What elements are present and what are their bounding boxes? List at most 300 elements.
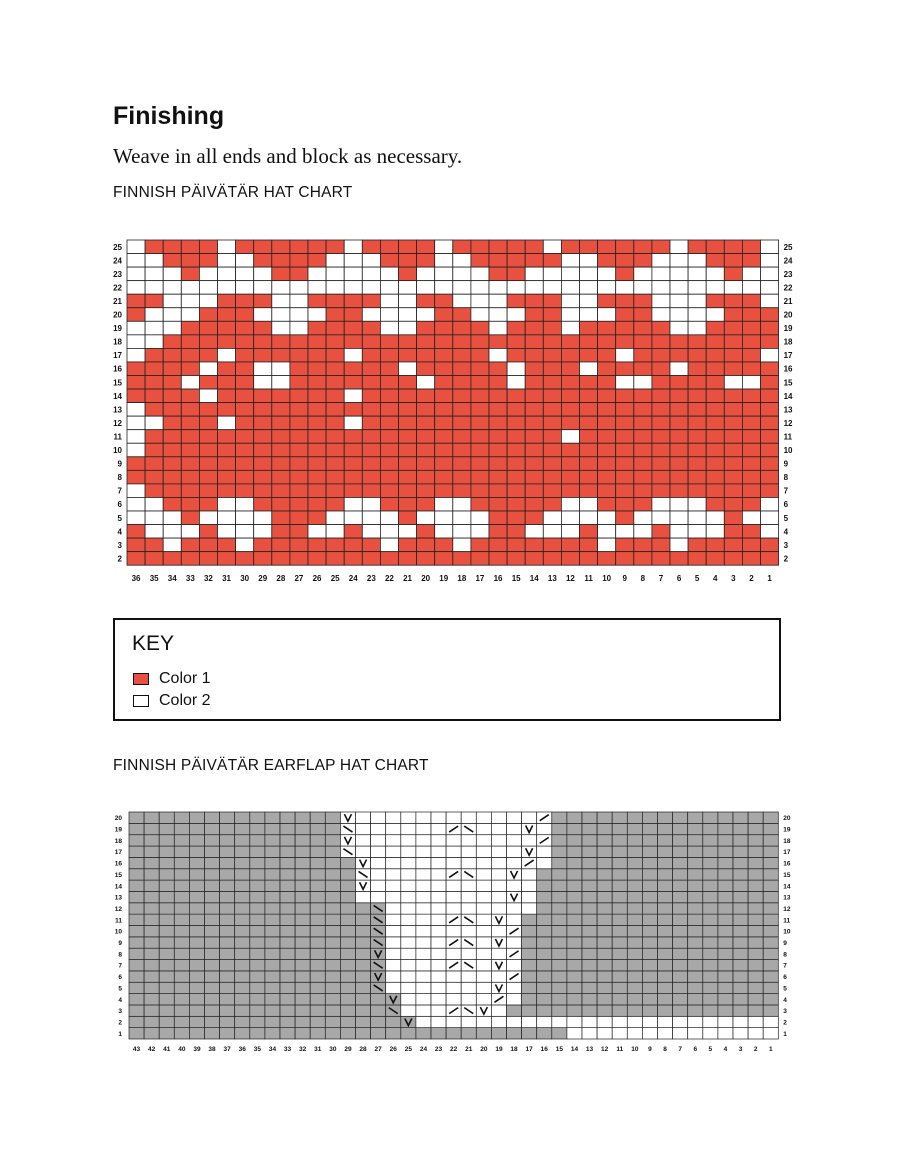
chart-cell	[174, 971, 189, 982]
chart-cell	[763, 971, 778, 982]
chart-cell	[295, 891, 310, 902]
chart-cell	[174, 823, 189, 834]
chart-cell	[748, 869, 763, 880]
column-number: 20	[480, 1046, 488, 1053]
chart-cell	[748, 903, 763, 914]
chart-cell	[174, 835, 189, 846]
chart-cell	[748, 926, 763, 937]
chart-cell	[522, 812, 537, 823]
chart-cell	[220, 914, 235, 925]
chart-cell	[748, 1016, 763, 1027]
column-number: 20	[421, 574, 431, 584]
chart-cell	[159, 846, 174, 857]
chart-cell	[703, 857, 718, 868]
chart-cell	[567, 994, 582, 1005]
chart-cell	[295, 857, 310, 868]
chart-cell	[356, 971, 371, 982]
chart-cell	[688, 960, 703, 971]
chart-cell	[597, 960, 612, 971]
chart-cell	[658, 926, 673, 937]
row-number-left: 13	[114, 894, 122, 902]
chart-cell	[265, 857, 280, 868]
row-number-left: 9	[118, 940, 122, 948]
chart-cell	[688, 937, 703, 948]
chart-cell	[552, 971, 567, 982]
column-number: 42	[148, 1046, 156, 1053]
chart-cell	[235, 971, 250, 982]
chart-cell	[627, 903, 642, 914]
chart-cell	[386, 835, 401, 846]
chart-cell	[235, 903, 250, 914]
row-number-right: 14	[783, 883, 791, 891]
chart-cell	[582, 1016, 597, 1027]
chart-cell	[491, 823, 506, 834]
chart-cell	[658, 1016, 673, 1027]
chart-cell	[748, 835, 763, 846]
chart-cell	[129, 971, 144, 982]
chart-cell	[718, 1028, 733, 1039]
chart-cell	[416, 880, 431, 891]
chart-cell	[476, 926, 491, 937]
row-number-left: 9	[117, 459, 122, 469]
chart-cell	[627, 994, 642, 1005]
row-number-left: 3	[118, 1008, 122, 1016]
chart-cell	[718, 948, 733, 959]
chart-cell	[763, 994, 778, 1005]
chart-cell	[220, 926, 235, 937]
row-number-left: 16	[114, 860, 122, 868]
chart-cell	[416, 812, 431, 823]
chart-cell	[325, 835, 340, 846]
chart-cell	[718, 1005, 733, 1016]
row-number-right: 5	[783, 513, 789, 523]
chart-cell	[340, 1016, 355, 1027]
chart-cell	[733, 835, 748, 846]
chart-cell	[673, 982, 688, 993]
chart-cell	[431, 971, 446, 982]
chart-cell	[582, 926, 597, 937]
chart-cell	[718, 835, 733, 846]
chart-cell	[627, 926, 642, 937]
chart-cell	[507, 903, 522, 914]
chart-cell	[295, 1016, 310, 1027]
chart-cell	[733, 948, 748, 959]
chart-cell	[733, 903, 748, 914]
column-number: 34	[167, 574, 177, 584]
chart-cell	[763, 880, 778, 891]
chart-cell	[401, 926, 416, 937]
chart-cell	[567, 1028, 582, 1039]
chart-cell	[491, 1028, 506, 1039]
chart-cell	[144, 914, 159, 925]
chart-cell	[205, 1005, 220, 1016]
column-number: 12	[565, 574, 575, 584]
chart-cell	[386, 926, 401, 937]
chart-cell	[401, 982, 416, 993]
chart-cell	[522, 926, 537, 937]
chart-cell	[537, 869, 552, 880]
chart-cell	[763, 823, 778, 834]
chart-cell	[522, 891, 537, 902]
chart-cell	[416, 1016, 431, 1027]
chart-cell	[220, 948, 235, 959]
chart-cell	[537, 891, 552, 902]
chart-cell	[688, 903, 703, 914]
chart-cell	[295, 937, 310, 948]
chart-cell	[401, 1005, 416, 1016]
chart-cell	[431, 846, 446, 857]
chart-cell	[129, 846, 144, 857]
chart-cell	[567, 937, 582, 948]
chart-cell	[265, 960, 280, 971]
chart-cell	[522, 880, 537, 891]
chart-cell	[673, 948, 688, 959]
chart-cell	[688, 846, 703, 857]
chart-cell	[310, 1016, 325, 1027]
chart-cell	[597, 891, 612, 902]
row-number-left: 14	[113, 391, 122, 401]
chart-cell	[386, 846, 401, 857]
row-number-right: 21	[783, 296, 793, 306]
column-number: 15	[511, 574, 521, 584]
chart-cell	[310, 880, 325, 891]
column-number: 33	[185, 574, 195, 584]
chart-cell	[491, 846, 506, 857]
chart-cell	[597, 1005, 612, 1016]
chart-cell	[491, 971, 506, 982]
chart-cell	[280, 1016, 295, 1027]
chart-cell	[733, 960, 748, 971]
column-number: 10	[602, 574, 612, 584]
chart-cell	[567, 926, 582, 937]
chart-cell	[658, 846, 673, 857]
chart-cell	[174, 914, 189, 925]
row-number-right: 9	[783, 940, 787, 948]
row-number-left: 17	[114, 849, 122, 857]
chart-cell	[552, 1028, 567, 1039]
chart-cell	[642, 891, 657, 902]
chart-cell	[552, 994, 567, 1005]
chart-cell	[763, 926, 778, 937]
row-number-left: 17	[113, 351, 122, 361]
chart-cell	[325, 903, 340, 914]
chart-cell	[220, 880, 235, 891]
chart-cell	[537, 1028, 552, 1039]
chart-cell	[718, 869, 733, 880]
chart-cell	[416, 926, 431, 937]
row-number-right: 15	[783, 378, 793, 388]
chart-cell	[612, 948, 627, 959]
chart-cell	[144, 903, 159, 914]
chart-cell	[325, 926, 340, 937]
chart-cell	[642, 948, 657, 959]
chart-cell	[446, 948, 461, 959]
chart-cell	[386, 971, 401, 982]
chart-cell	[537, 903, 552, 914]
chart-cell	[522, 869, 537, 880]
chart-cell	[250, 937, 265, 948]
chart-cell	[250, 971, 265, 982]
chart-cell	[522, 960, 537, 971]
chart-cell	[250, 1005, 265, 1016]
chart-cell	[582, 823, 597, 834]
chart-cell	[567, 846, 582, 857]
chart-cell	[159, 948, 174, 959]
chart-cell	[205, 1028, 220, 1039]
chart-cell	[371, 891, 386, 902]
chart-cell	[340, 869, 355, 880]
chart-cell	[461, 971, 476, 982]
chart-cell	[144, 937, 159, 948]
chart-cell	[295, 835, 310, 846]
chart-cell	[673, 835, 688, 846]
column-number: 24	[419, 1046, 428, 1053]
chart-cell	[522, 1016, 537, 1027]
chart-cell	[159, 891, 174, 902]
chart-cell	[733, 857, 748, 868]
chart-cell	[522, 914, 537, 925]
chart-cell	[763, 812, 778, 823]
chart-cell	[446, 994, 461, 1005]
row-number-right: 23	[783, 269, 793, 279]
chart-cell	[386, 903, 401, 914]
chart-cell	[340, 880, 355, 891]
chart-cell	[658, 1028, 673, 1039]
chart-cell	[612, 1016, 627, 1027]
row-number-right: 8	[783, 951, 787, 959]
chart-cell	[612, 891, 627, 902]
chart-cell	[265, 926, 280, 937]
chart-cell	[235, 1016, 250, 1027]
chart-cell	[476, 891, 491, 902]
chart-cell	[507, 937, 522, 948]
column-number: 18	[457, 574, 467, 584]
chart-cell	[703, 926, 718, 937]
chart-cell	[582, 903, 597, 914]
chart-cell	[642, 869, 657, 880]
chart-cell	[189, 914, 204, 925]
chart-cell	[220, 1028, 235, 1039]
chart-cell	[612, 812, 627, 823]
chart-cell	[552, 926, 567, 937]
chart-cell	[340, 971, 355, 982]
column-number: 1	[768, 1046, 773, 1053]
chart-cell	[144, 994, 159, 1005]
column-number: 32	[203, 574, 213, 584]
chart-cell	[537, 880, 552, 891]
chart-cell	[325, 971, 340, 982]
chart-cell	[174, 994, 189, 1005]
chart-cell	[718, 914, 733, 925]
chart-cell	[220, 971, 235, 982]
chart-cell	[325, 1005, 340, 1016]
column-number: 30	[240, 574, 250, 584]
chart-cell	[567, 960, 582, 971]
column-number: 5	[694, 574, 700, 584]
chart-cell	[174, 926, 189, 937]
chart-cell	[597, 857, 612, 868]
chart-cell	[129, 1028, 144, 1039]
chart-cell	[552, 937, 567, 948]
chart-cell	[174, 869, 189, 880]
chart-cell	[416, 994, 431, 1005]
chart-cell	[431, 869, 446, 880]
chart-cell	[250, 891, 265, 902]
chart-cell	[673, 903, 688, 914]
chart-cell	[703, 982, 718, 993]
chart-cell	[552, 960, 567, 971]
chart-cell	[401, 903, 416, 914]
chart-cell	[386, 857, 401, 868]
chart-cell	[567, 880, 582, 891]
chart-cell	[310, 846, 325, 857]
chart-cell	[597, 926, 612, 937]
chart-cell	[537, 960, 552, 971]
chart-cell	[567, 812, 582, 823]
chart-cell	[174, 846, 189, 857]
chart-cell	[265, 914, 280, 925]
chart-cell	[748, 891, 763, 902]
chart-cell	[174, 960, 189, 971]
chart-cell	[340, 857, 355, 868]
chart-cell	[627, 1016, 642, 1027]
chart-cell	[688, 835, 703, 846]
chart-cell	[582, 948, 597, 959]
chart-cell	[718, 971, 733, 982]
chart-cell	[144, 960, 159, 971]
chart-cell	[174, 880, 189, 891]
chart-cell	[627, 823, 642, 834]
row-number-right: 18	[783, 337, 793, 347]
chart-cell	[642, 846, 657, 857]
chart-cell	[476, 982, 491, 993]
chart-cell	[552, 1016, 567, 1027]
chart-cell	[673, 960, 688, 971]
column-number: 2	[749, 574, 754, 584]
chart-cell	[310, 835, 325, 846]
chart-cell	[401, 891, 416, 902]
chart-cell	[325, 914, 340, 925]
chart-cell	[205, 835, 220, 846]
chart-cell	[205, 982, 220, 993]
chart-cell	[491, 812, 506, 823]
chart-cell	[371, 994, 386, 1005]
row-number-left: 19	[114, 826, 122, 834]
chart-cell	[144, 857, 159, 868]
chart-cell	[703, 1028, 718, 1039]
chart-cell	[340, 994, 355, 1005]
chart-cell	[129, 812, 144, 823]
chart-cell	[703, 891, 718, 902]
chart-cell	[582, 1005, 597, 1016]
chart-cell	[220, 982, 235, 993]
chart-cell	[265, 948, 280, 959]
row-number-right: 2	[783, 1019, 787, 1027]
chart-cell	[522, 982, 537, 993]
chart-cell	[763, 846, 778, 857]
chart-cell	[703, 869, 718, 880]
chart-cell	[446, 846, 461, 857]
chart-cell	[552, 891, 567, 902]
chart-cell	[129, 903, 144, 914]
chart-cell	[280, 1028, 295, 1039]
chart-cell	[627, 982, 642, 993]
chart-cell	[280, 903, 295, 914]
chart-cell	[265, 812, 280, 823]
chart-cell	[205, 948, 220, 959]
column-number: 41	[163, 1046, 171, 1053]
chart-cell	[703, 937, 718, 948]
chart-cell	[658, 869, 673, 880]
chart-cell	[356, 835, 371, 846]
chart-cell	[129, 948, 144, 959]
row-number-left: 15	[113, 378, 122, 388]
chart-cell	[189, 869, 204, 880]
chart-cell	[461, 1028, 476, 1039]
row-number-left: 7	[118, 962, 122, 970]
chart-cell	[642, 812, 657, 823]
chart-cell	[129, 914, 144, 925]
chart-cell	[673, 880, 688, 891]
chart-cell	[461, 846, 476, 857]
chart-cell	[310, 823, 325, 834]
row-number-left: 6	[118, 974, 122, 982]
chart-cell	[144, 880, 159, 891]
key-label-color1: Color 1	[159, 670, 211, 687]
chart-cell	[537, 857, 552, 868]
chart-cell	[159, 857, 174, 868]
chart-cell	[340, 937, 355, 948]
chart-cell	[205, 994, 220, 1005]
chart-cell	[205, 846, 220, 857]
chart-cell	[144, 823, 159, 834]
chart-cell	[612, 914, 627, 925]
row-number-left: 12	[113, 418, 122, 428]
chart-cell	[340, 903, 355, 914]
chart-cell	[235, 812, 250, 823]
chart-cell	[582, 960, 597, 971]
chart-cell	[205, 937, 220, 948]
column-number: 39	[193, 1046, 201, 1053]
chart-cell	[310, 994, 325, 1005]
chart-cell	[280, 812, 295, 823]
chart-cell	[250, 857, 265, 868]
row-number-left: 11	[115, 917, 122, 925]
chart-cell	[325, 994, 340, 1005]
row-number-right: 3	[783, 1008, 787, 1016]
chart-cell	[356, 846, 371, 857]
chart-cell	[174, 1005, 189, 1016]
chart-cell	[537, 982, 552, 993]
row-number-left: 10	[114, 928, 122, 936]
chart-cell	[144, 1005, 159, 1016]
chart-cell	[356, 994, 371, 1005]
chart-cell	[371, 857, 386, 868]
chart-cell	[189, 971, 204, 982]
chart-cell	[537, 994, 552, 1005]
chart-cell	[446, 812, 461, 823]
chart-cell	[235, 891, 250, 902]
chart-cell	[642, 971, 657, 982]
chart-cell	[552, 914, 567, 925]
chart-cell	[703, 903, 718, 914]
chart-cell	[401, 948, 416, 959]
chart-cell	[491, 1016, 506, 1027]
chart-cell	[658, 982, 673, 993]
chart-cell	[673, 971, 688, 982]
chart-cell	[144, 891, 159, 902]
chart-cell	[733, 880, 748, 891]
